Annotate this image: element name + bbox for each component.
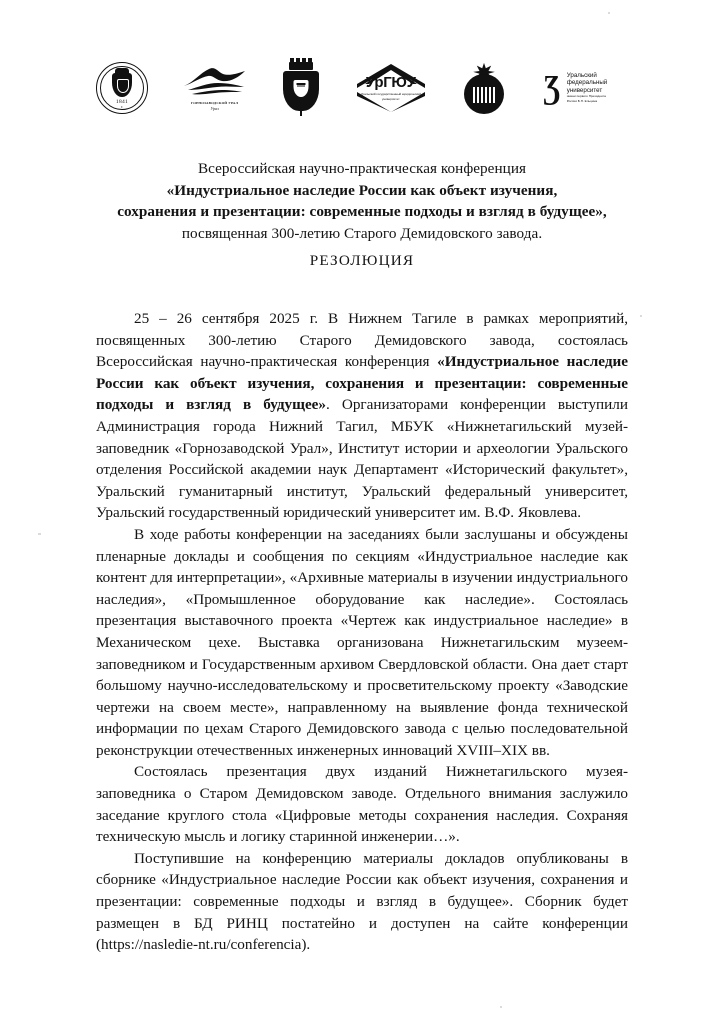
paragraph-2: В ходе работы конференции на заседаниях были заслушаны и обсуждены пленарные доклады и сообщения по секциям «Индустриальное наследие как контент для интерпретации», «Архивные материалы в изучении индустриального наследия», «Промышленное оборудование как наследие». Состоялась презентация выставочного проекта «Чертеж как индустриальное наследие» в Механическом цехе. Выставка организована Нижнетагильским музеем-заповедником и Государственным архивом Свердловской области. Она дает старт большому научно-исследовательскому и просветительскому проекту «Заводские чертежи на своем месте», направленному на выявление фонда технической информации по цехам Старого Демидовского завода с целью последовательной реконструкции отечественных инженерных инноваций XVIII–XIX вв. xyxy=(96,525,628,759)
scan-artifact xyxy=(500,1006,502,1008)
paragraph-1-part-1: 25 – 26 сентября 2025 г. В Нижнем Тагиле в рамках мероприятий, посвященных 300-летию Старого Демидовского завода, состоялась Всероссийская научно-практическая конференция xyxy=(96,310,628,371)
nizhny-tagil-coat-of-arms-icon xyxy=(281,62,321,114)
title-line-2: «Индустриальное наследие России как объект изучения, xyxy=(166,181,558,199)
urgyu-subtitle: Уральский государственный юридический университет xyxy=(360,92,421,101)
paragraph-4: Поступившие на конференцию материалы докладов опубликованы в сборнике «Индустриальное наследие России как объект изучения, сохранения и презентации: современные подходы и взгляд в будущее». Сборник будет размещен в БД РИНЦ постатейно и доступен на сайте конференции (https://nasledie-nt.ru/conferencia). xyxy=(96,849,628,954)
russian-academy-of-sciences-emblem-icon xyxy=(460,62,508,114)
seal-sub-label: г. xyxy=(121,105,123,110)
nizhny-tagil-museum-seal-icon xyxy=(96,62,148,114)
resolution-heading: РЕЗОЛЮЦИЯ xyxy=(309,252,415,269)
scan-artifact xyxy=(608,12,610,14)
paragraph-1-part-2: . Организаторами конференции выступили Администрация города Нижний Тагил, МБУК «Нижнетагильский музей-заповедник «Горнозаводской Урал», Институт истории и археологии Уральского отделения Российской академии наук Департамент «Исторический факультет», Уральский гуманитарный институт, Уральский федеральный университет, Уральский государственный юридический университет им. В.Ф. Яковлева. xyxy=(96,396,628,522)
paragraph-3: Состоялась презентация двух изданий Нижнетагильского музея-заповедника о Старом Демидовском заводе. Отдельного внимания заслужило заседание круглого стола «Цифровые методы сохранения наследия. Сохраняя техническую мысль и логику старинной инженерии…». xyxy=(96,763,628,846)
seal-year-label: 1841 xyxy=(115,98,129,105)
gornozavodskoy-ural-caption2: Урал xyxy=(210,106,219,111)
urfu-line4: имени первого Президента xyxy=(566,94,606,99)
paragraph-1 xyxy=(96,308,628,524)
title-line-1: Всероссийская научно-практическая конференция xyxy=(197,160,527,177)
urfu-line5: России Б.Н. Ельцина xyxy=(566,99,598,104)
urgyu-logo-icon xyxy=(355,62,427,114)
document-body xyxy=(96,308,628,956)
gornozavodskoy-ural-logo-icon xyxy=(182,65,248,111)
conference-title xyxy=(72,158,652,244)
urfu-mark-glyph: Ʒ xyxy=(543,69,561,107)
scan-artifact xyxy=(640,315,642,317)
urgyu-title: УрГЮУ xyxy=(365,74,416,92)
urfu-line2: федеральный xyxy=(566,79,608,87)
urfu-line3: университет xyxy=(566,86,603,94)
title-line-4: посвященная 300-летию Старого Демидовского завода. xyxy=(181,224,543,242)
title-line-3: сохранения и презентации: современные подходы и взгляд в будущее», xyxy=(117,203,607,220)
gornozavodskoy-ural-caption: ГОРНОЗАВОДСКОЙ УРАЛ xyxy=(190,100,239,105)
paragraph-1-bold-title: «Индустриальное наследие России как объект изучения, сохранения и презентации: современные подходы и взгляд в будущее» xyxy=(96,353,628,414)
logo-row xyxy=(96,58,628,118)
urfu-logo-icon xyxy=(542,66,628,110)
scan-artifact xyxy=(38,533,41,535)
urfu-line1: Уральский xyxy=(566,71,597,79)
